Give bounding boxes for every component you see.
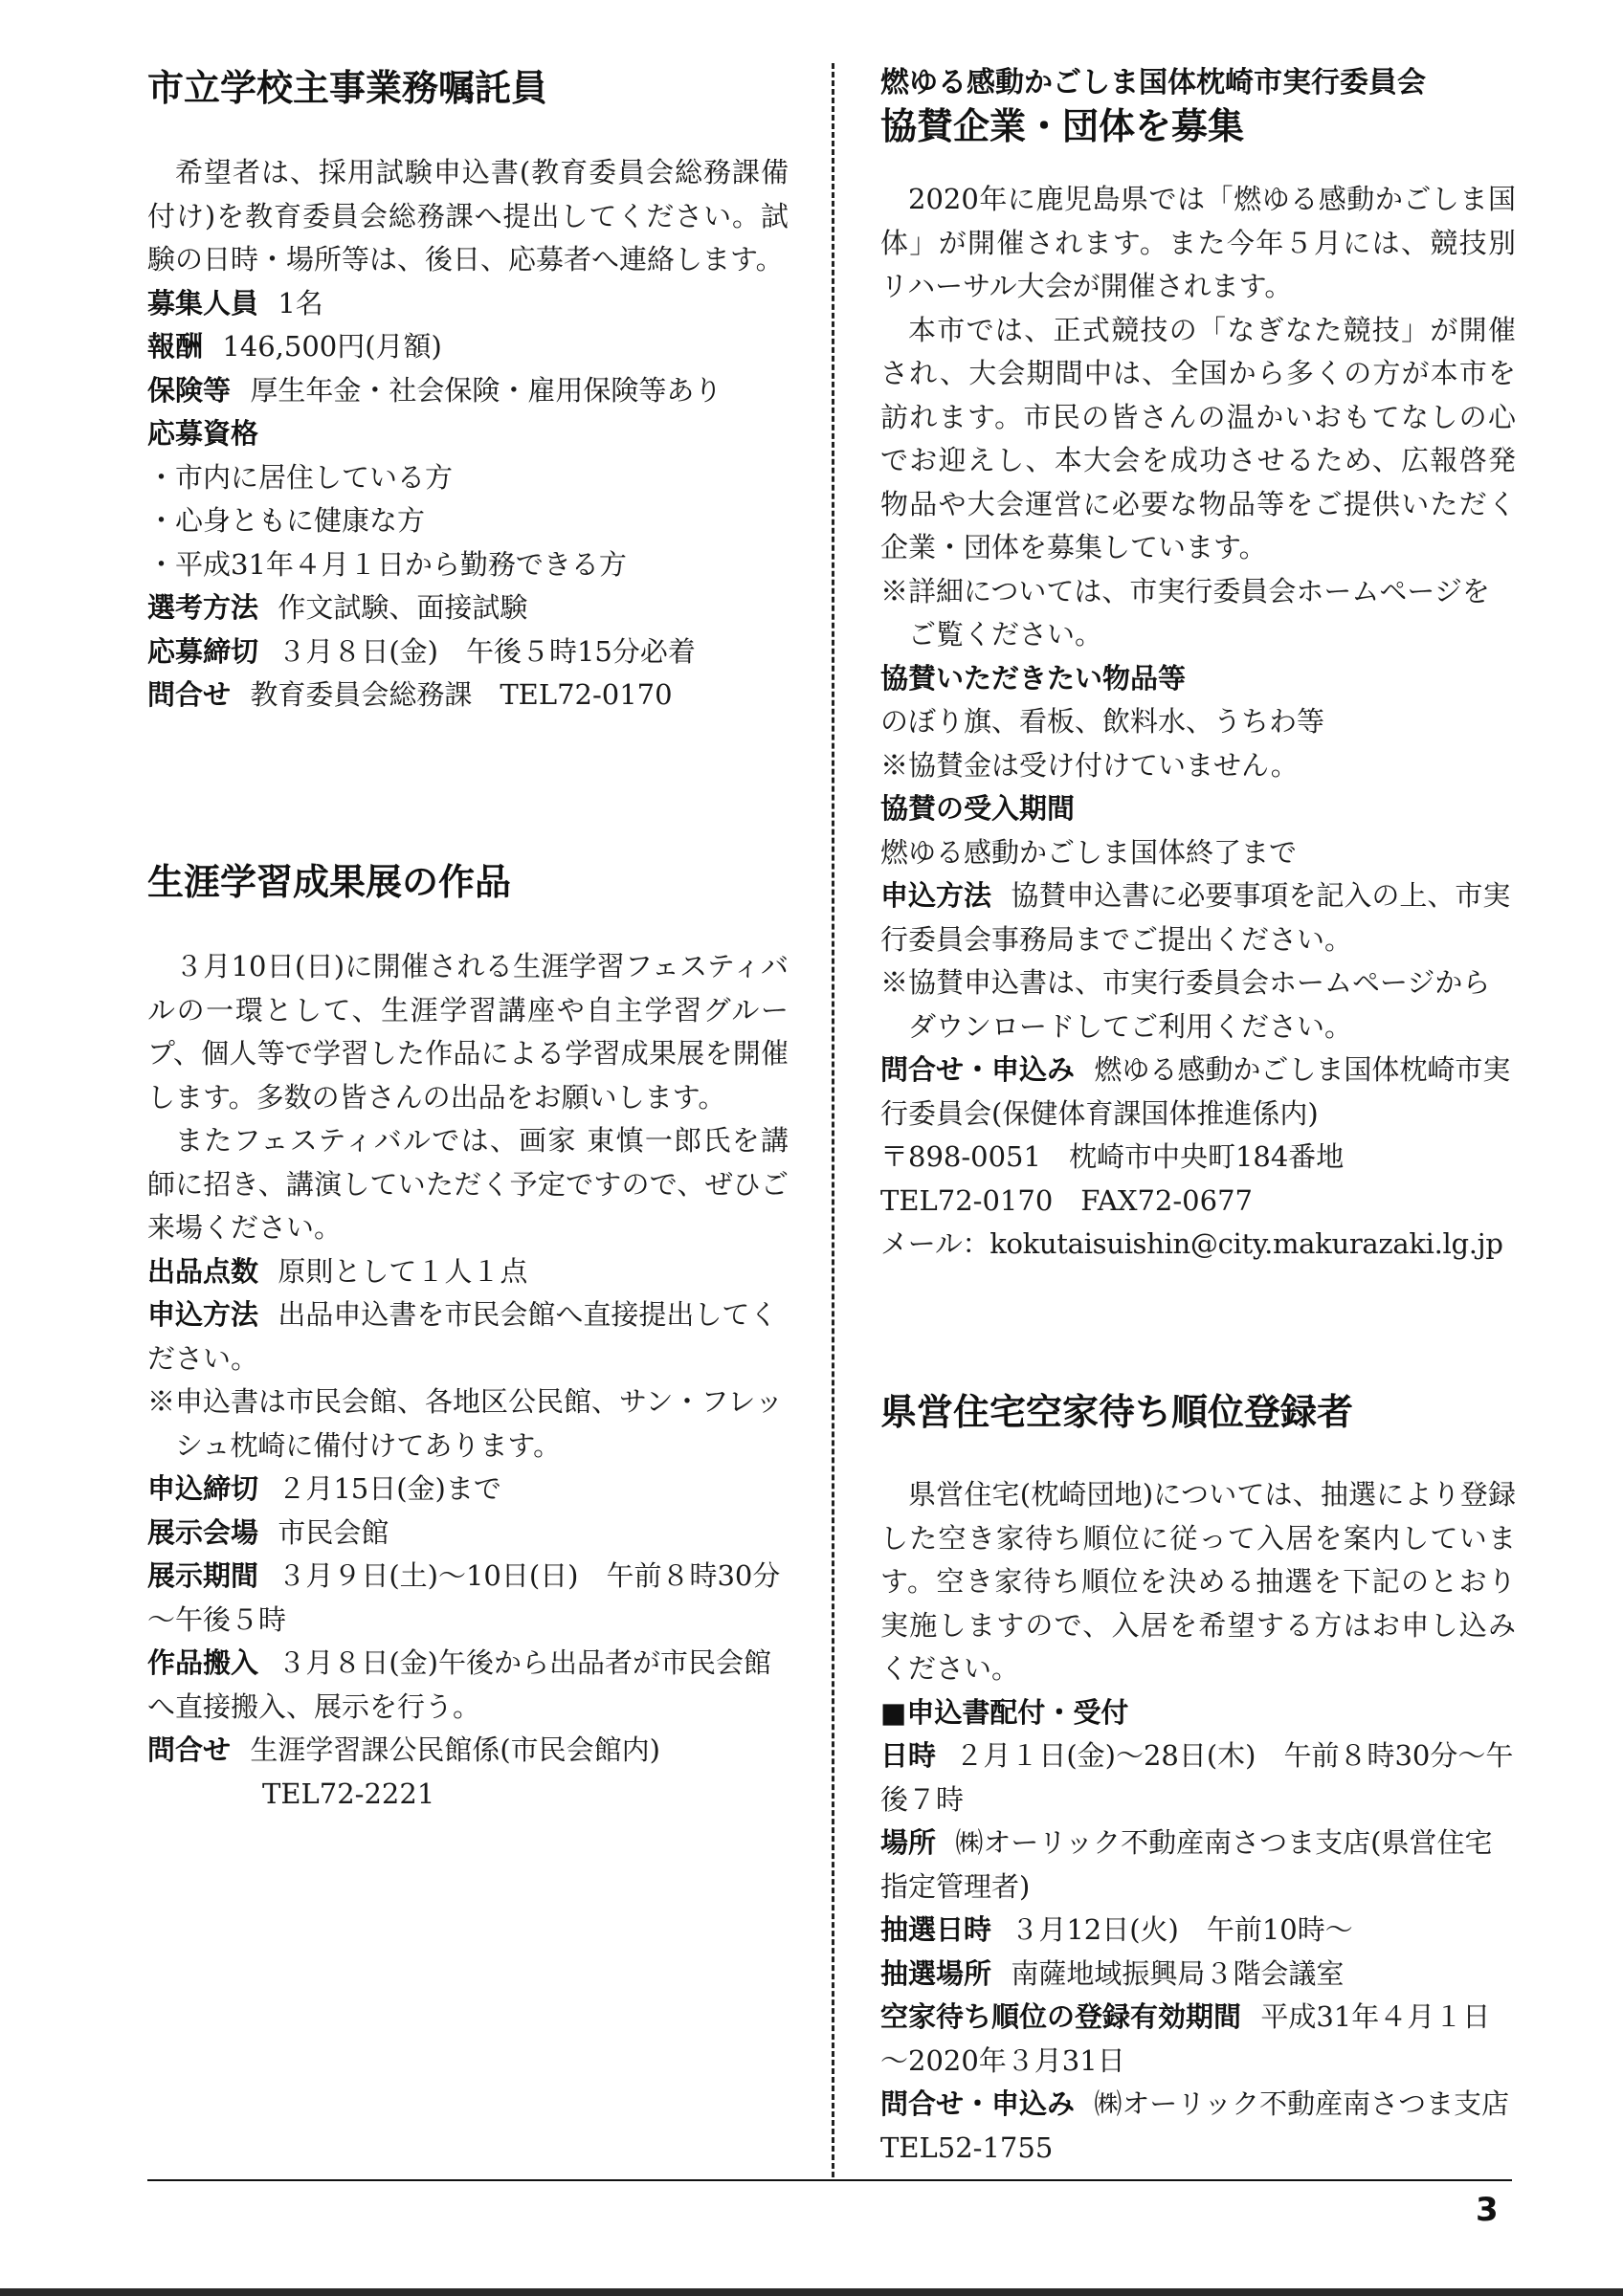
section-body: 希望者は、採用試験申込書(教育委員会総務課備付け)を教育委員会総務課へ提出してください。試験の日時・場所等は、後日、応募者へ連絡します。	[147, 156, 789, 276]
info-row	[880, 1734, 1516, 1821]
contact-tel: TEL72-2221	[262, 1777, 435, 1810]
row-key: 場所	[880, 1826, 937, 1859]
info-row	[880, 1909, 1516, 1953]
row-value: 146,500円(月額)	[222, 330, 442, 363]
section-school-job	[147, 65, 789, 718]
period-heading: 協賛の受入期間	[880, 792, 1076, 825]
row-value: 平成31年４月１日～2020年３月31日	[880, 2000, 1491, 2077]
note: ※申込書は市民会館、各地区公民館、サン・フレッシュ枕崎に備付けてあります。	[147, 1385, 784, 1462]
row-value: 1名	[278, 286, 323, 320]
section-body: ３月10日(日)に開催される生涯学習フェスティバルの一環として、生涯学習講座や自主学習グループ、個人等で学習した作品による学習成果展を開催します。多数の皆さんの出品をお願いします。	[147, 950, 789, 1114]
row-key: 展示会場	[147, 1515, 259, 1549]
row-key: 作品搬入	[147, 1646, 259, 1679]
row-value: ㈱オーリック不動産南さつま支店(県営住宅指定管理者)	[880, 1826, 1493, 1903]
info-row	[147, 1468, 789, 1512]
row-value: 作文試験、面接試験	[278, 591, 528, 624]
info-row	[880, 1821, 1516, 1909]
info-row	[147, 1729, 789, 1773]
section-body: 県営住宅(枕崎団地)については、抽選により登録した空き家待ち順位に従って入居を案内しています。空き家待ち順位を決める抽選を下記のとおり実施しますので、入居を希望する方はお申し込みください。	[880, 1478, 1516, 1685]
row-key: 報酬	[147, 330, 204, 363]
row-value: 厚生年金・社会保険・雇用保険等あり	[250, 373, 723, 407]
address: 〒898-0051 枕崎市中央町184番地	[880, 1140, 1345, 1173]
items-text: のぼり旗、看板、飲料水、うちわ等	[880, 705, 1325, 738]
row-value: ２月１日(金)～28日(木) 午前８時30分～午後７時	[880, 1739, 1514, 1816]
row-value: ３月８日(金)午後から出品者が市民会館へ直接搬入、展示を行う。	[147, 1646, 771, 1723]
info-row	[147, 1250, 789, 1294]
box-heading: ■申込書配付・受付	[880, 1695, 1129, 1729]
info-row	[880, 1996, 1516, 2083]
qualification-heading: 応募資格	[147, 417, 259, 450]
row-value: 教育委員会総務課 TEL72-0170	[250, 678, 673, 711]
info-row	[147, 325, 789, 369]
row-value: ３月12日(火) 午前10時～	[1011, 1913, 1353, 1946]
row-key: 問合せ	[147, 1733, 232, 1766]
row-key: 日時	[880, 1739, 937, 1772]
row-value: 生涯学習課公民館係(市民会館内)	[250, 1733, 660, 1766]
section-body: 本市では、正式競技の「なぎなた競技」が開催され、大会期間中は、全国から多くの方が本市を訪れます。市民の皆さんの温かいおもてなしの心でお迎えし、本大会を成功させるため、広報啓発物品や大会運営に必要な物品等をご提供いただく企業・団体を募集しています。	[880, 313, 1516, 563]
row-key: 出品点数	[147, 1254, 259, 1288]
section-sponsor	[880, 63, 1516, 1267]
list-item: ・平成31年４月１日から勤務できる方	[147, 547, 627, 581]
section-title: 生涯学習成果展の作品	[147, 861, 512, 903]
page-edge-band	[0, 2288, 1623, 2296]
row-key: 問合せ・申込み	[880, 2087, 1076, 2120]
row-key: 抽選場所	[880, 1956, 992, 1990]
info-row	[147, 369, 789, 413]
info-row	[147, 586, 789, 630]
section-title: 市立学校主事業務嘱託員	[147, 67, 548, 109]
row-key: 応募締切	[147, 634, 259, 668]
info-row	[147, 630, 789, 674]
section-body: 2020年に鹿児島県では「燃ゆる感動かごしま国体」が開催されます。また今年５月には、競技別リハーサル大会が開催されます。	[880, 183, 1516, 302]
list-item: ・市内に居住している方	[147, 460, 454, 494]
note: ※協賛申込書は、市実行委員会ホームページからダウンロードしてご利用ください。	[880, 966, 1491, 1043]
note: ※協賛金は受け付けていません。	[880, 748, 1299, 782]
row-key: 申込方法	[147, 1298, 259, 1331]
row-value: 原則として１人１点	[278, 1254, 528, 1288]
row-value: 出品申込書を市民会館へ直接提出してください。	[147, 1298, 778, 1375]
section-body: またフェスティバルでは、画家 東慎一郎氏を講師に招き、講演していただく予定ですので、ぜひご来場ください。	[147, 1124, 789, 1244]
row-key: 申込締切	[147, 1472, 259, 1505]
section-subtitle: 燃ゆる感動かごしま国体枕崎市実行委員会	[880, 66, 1426, 99]
info-row	[147, 1555, 789, 1642]
row-value: 燃ゆる感動かごしま国体枕崎市実行委員会(保健体育課国体推進係内)	[880, 1053, 1511, 1130]
info-row	[147, 673, 789, 718]
row-value: ３月９日(土)～10日(日) 午前８時30分～午後５時	[147, 1559, 781, 1636]
section-title: 県営住宅空家待ち順位登録者	[880, 1391, 1354, 1433]
section-exhibition	[147, 859, 789, 1816]
row-key: 展示期間	[147, 1559, 259, 1592]
column-divider	[832, 63, 834, 2177]
info-row	[147, 1642, 789, 1729]
row-key: 抽選日時	[880, 1913, 992, 1946]
items-heading: 協賛いただきたい物品等	[880, 661, 1187, 695]
row-key: 問合せ	[147, 678, 232, 711]
section-housing	[880, 1389, 1538, 2170]
note: ※詳細については、市実行委員会ホームページをご覧ください。	[880, 574, 1490, 651]
row-key: 募集人員	[147, 286, 259, 320]
row-value: ３月８日(金) 午後５時15分必着	[278, 634, 696, 668]
period-text: 燃ゆる感動かごしま国体終了まで	[880, 835, 1298, 869]
info-row	[147, 1293, 789, 1380]
info-row	[147, 1512, 789, 1556]
row-key: 空家待ち順位の登録有効期間	[880, 2000, 1242, 2033]
row-key: 申込方法	[880, 879, 992, 912]
row-key: 選考方法	[147, 591, 259, 624]
row-value: 南薩地域振興局３階会議室	[1011, 1956, 1345, 1990]
info-row	[147, 282, 789, 326]
row-value: ２月15日(金)まで	[278, 1472, 501, 1505]
info-row	[880, 1049, 1516, 1136]
tel-fax: TEL72-0170 FAX72-0677	[880, 1183, 1253, 1217]
page-number: 3	[1476, 2191, 1499, 2229]
bottom-rule	[147, 2179, 1512, 2181]
email-link[interactable]: メール：kokutaisuishin@city.makurazaki.lg.jp	[880, 1227, 1503, 1260]
info-row	[880, 2083, 1538, 2170]
row-value: ㈱オーリック不動産南さつま支店 TEL52-1755	[880, 2087, 1538, 2164]
section-title: 協賛企業・団体を募集	[880, 105, 1245, 147]
row-key: 問合せ・申込み	[880, 1053, 1076, 1086]
list-item: ・心身ともに健康な方	[147, 504, 426, 537]
info-row	[880, 874, 1516, 961]
row-key: 保険等	[147, 373, 232, 407]
row-value: 市民会館	[278, 1515, 389, 1549]
row-value: 協賛申込書に必要事項を記入の上、市実行委員会事務局までご提出ください。	[880, 879, 1511, 956]
info-row	[880, 1953, 1516, 1997]
